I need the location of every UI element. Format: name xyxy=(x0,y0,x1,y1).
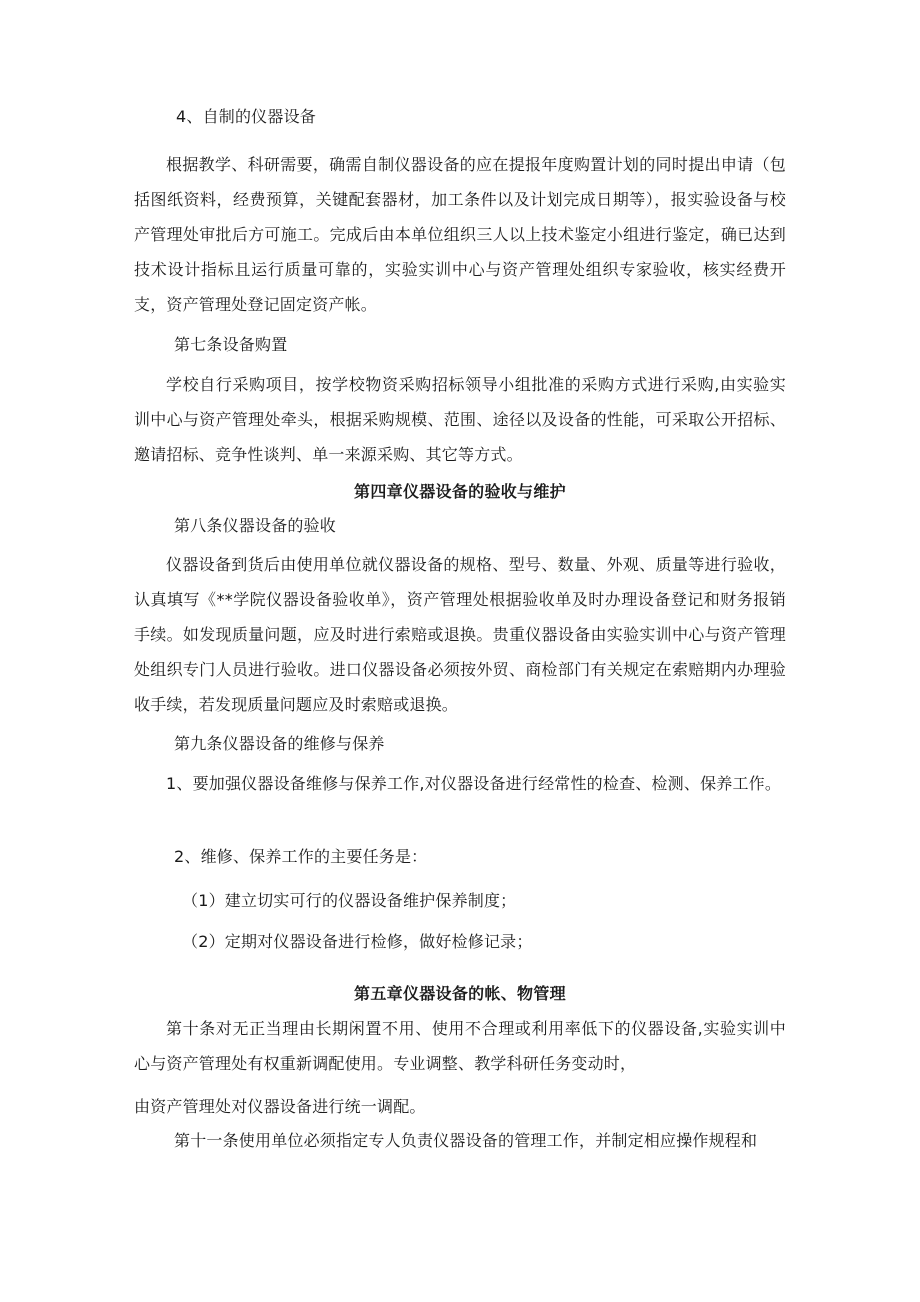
section-4-title: 4、自制的仪器设备 xyxy=(176,107,316,126)
article-9-title: 第九条仪器设备的维修与保养 xyxy=(174,734,385,753)
article-7-title: 第七条设备购置 xyxy=(174,335,288,354)
article-10-body: 第十条对无正当理由长期闲置不用、使用不合理或利用率低下的仪器设备,实验实训中心与资产管理处有权重新调配使用。专业调整、教学科研任务变动时， xyxy=(134,1019,786,1073)
chapter-4-heading: 第四章仪器设备的验收与维护 xyxy=(354,482,566,501)
article-10-continuation: 由资产管理处对仪器设备进行统一调配。 xyxy=(134,1097,426,1116)
section-4-body: 根据教学、科研需要，确需自制仪器设备的应在提报年度购置计划的同时提出申请（包括图纸资料，经费预算，关键配套器材，加工条件以及计划完成日期等），报实验设备与校产管理处审批后方可施工。完成后由本单位组织三人以上技术鉴定小组进行鉴定，确已达到技术设计指标且运行质量可靠的，实验实训中心与资产管理处组织专家验收，核实经费开支，资产管理处登记固定资产帐。 xyxy=(134,155,786,314)
article-9-sub-item-1: （1）建立切实可行的仪器设备维护保养制度； xyxy=(182,891,517,910)
article-9-sub-item-2: （2）定期对仪器设备进行检修，做好检修记录； xyxy=(182,932,533,951)
article-7-body: 学校自行采购项目，按学校物资采购招标领导小组批准的采购方式进行采购,由实验实训中心与资产管理处牵头，根据采购规模、范围、途径以及设备的性能，可采取公开招标、邀请招标、竞争性谈判、单一来源采购、其它等方式。 xyxy=(134,375,786,464)
article-9-item-2: 2、维修、保养工作的主要任务是： xyxy=(174,847,428,866)
article-8-body: 仪器设备到货后由使用单位就仪器设备的规格、型号、数量、外观、质量等进行验收，认真填写《**学院仪器设备验收单》，资产管理处根据验收单及时办理设备登记和财务报销手续。如发现质量问题，应及时进行索赔或退换。贵重仪器设备由实验实训中心与资产管理处组织专门人员进行验收。进口仪器设备必须按外贸、商检部门有关规定在索赔期内办理验收手续，若发现质量问题应及时索赔或退换。 xyxy=(134,555,786,714)
article-8-title: 第八条仪器设备的验收 xyxy=(174,516,337,535)
chapter-5-heading: 第五章仪器设备的帐、物管理 xyxy=(354,984,566,1003)
article-11-body: 第十一条使用单位必须指定专人负责仪器设备的管理工作，并制定相应操作规程和 xyxy=(174,1131,758,1150)
article-9-item-1: 1、要加强仪器设备维修与保养工作,对仪器设备进行经常性的检查、检测、保养工作。 xyxy=(166,774,782,793)
